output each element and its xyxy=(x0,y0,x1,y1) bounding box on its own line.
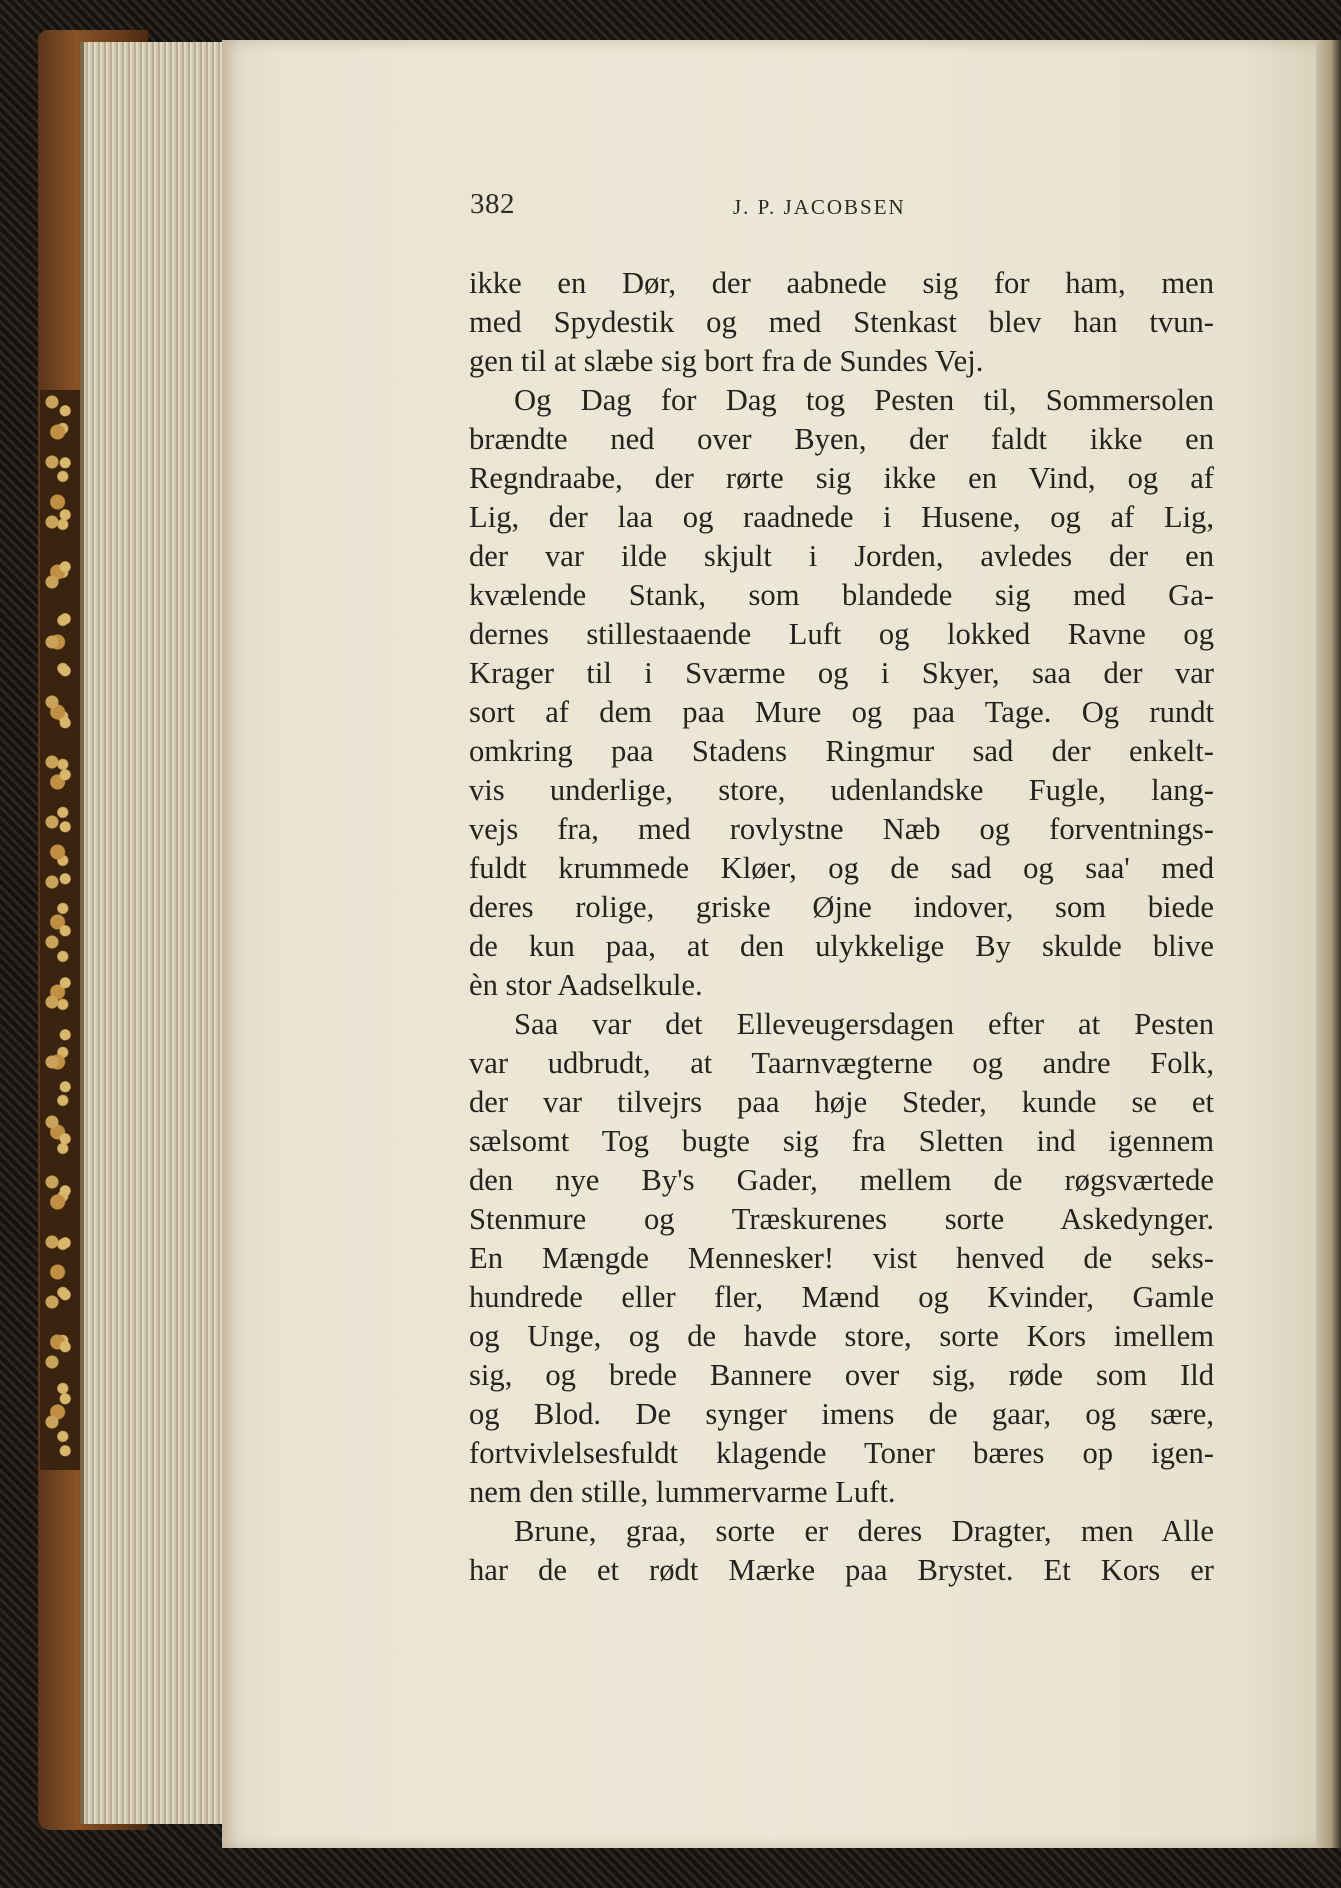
text-line: En Mængde Mennesker! vist henved de seks- xyxy=(469,1241,1214,1275)
text-line: Brune, graa, sorte er deres Dragter, men Alle xyxy=(514,1514,1214,1548)
text-line: Stenmure og Træskurenes sorte Askedynger. xyxy=(469,1202,1214,1236)
text-line: sig, og brede Bannere over sig, røde som Ild xyxy=(469,1358,1214,1392)
text-line: Krager til i Sværme og i Skyer, saa der var xyxy=(469,656,1214,690)
text-line: fuldt krummede Kløer, og de sad og saa' med xyxy=(469,851,1214,885)
text-line: Og Dag for Dag tog Pesten til, Sommersolen xyxy=(514,383,1214,417)
text-line: brændte ned over Byen, der faldt ikke en xyxy=(469,422,1214,456)
text-line: ikke en Dør, der aabnede sig for ham, men xyxy=(469,266,1214,300)
text-line: dernes stillestaaende Luft og lokked Ravne og xyxy=(469,617,1214,651)
header-author: J. P. JACOBSEN xyxy=(733,195,906,219)
text-line: nem den stille, lummervarme Luft. xyxy=(469,1475,896,1509)
text-line: var udbrudt, at Taarnvægterne og andre Folk, xyxy=(469,1046,1214,1080)
text-line: sort af dem paa Mure og paa Tage. Og rundt xyxy=(469,695,1214,729)
page-number: 382 xyxy=(470,188,515,220)
text-line: vis underlige, store, udenlandske Fugle, lang- xyxy=(469,773,1214,807)
page-edges xyxy=(80,42,234,1824)
text-line: og Unge, og de havde store, sorte Kors imellem xyxy=(469,1319,1214,1353)
text-line: hundrede eller fler, Mænd og Kvinder, Gamle xyxy=(469,1280,1214,1314)
running-head xyxy=(470,188,1190,228)
text-line: Lig, der laa og raadnede i Husene, og af Lig, xyxy=(469,500,1214,534)
text-line: der var ilde skjult i Jorden, avledes der en xyxy=(469,539,1214,573)
text-line: kvælende Stank, som blandede sig med Ga- xyxy=(469,578,1214,612)
text-line: med Spydestik og med Stenkast blev han tvun- xyxy=(469,305,1214,339)
text-line: deres rolige, griske Øjne indover, som biede xyxy=(469,890,1214,924)
body-text xyxy=(469,264,1214,1590)
text-line: den nye By's Gader, mellem de røgsværtede xyxy=(469,1163,1214,1197)
text-line: èn stor Aadselkule. xyxy=(469,968,703,1002)
text-line: omkring paa Stadens Ringmur sad der enkelt- xyxy=(469,734,1214,768)
text-line: Saa var det Elleveugersdagen efter at Pesten xyxy=(514,1007,1214,1041)
text-line: Regndraabe, der rørte sig ikke en Vind, og af xyxy=(469,461,1214,495)
text-line: de kun paa, at den ulykkelige By skulde blive xyxy=(469,929,1214,963)
text-line: sælsomt Tog bugte sig fra Sletten ind igennem xyxy=(469,1124,1214,1158)
page-right-edge xyxy=(1316,40,1341,1848)
text-line: der var tilvejrs paa høje Steder, kunde se et xyxy=(469,1085,1214,1119)
text-line: gen til at slæbe sig bort fra de Sundes Vej. xyxy=(469,344,984,378)
text-line: vejs fra, med rovlystne Næb og forventnings- xyxy=(469,812,1214,846)
text-line: har de et rødt Mærke paa Brystet. Et Kors er xyxy=(469,1553,1214,1587)
text-line: og Blod. De synger imens de gaar, og sære, xyxy=(469,1397,1214,1431)
text-line: fortvivlelsesfuldt klagende Toner bæres op igen- xyxy=(469,1436,1214,1470)
